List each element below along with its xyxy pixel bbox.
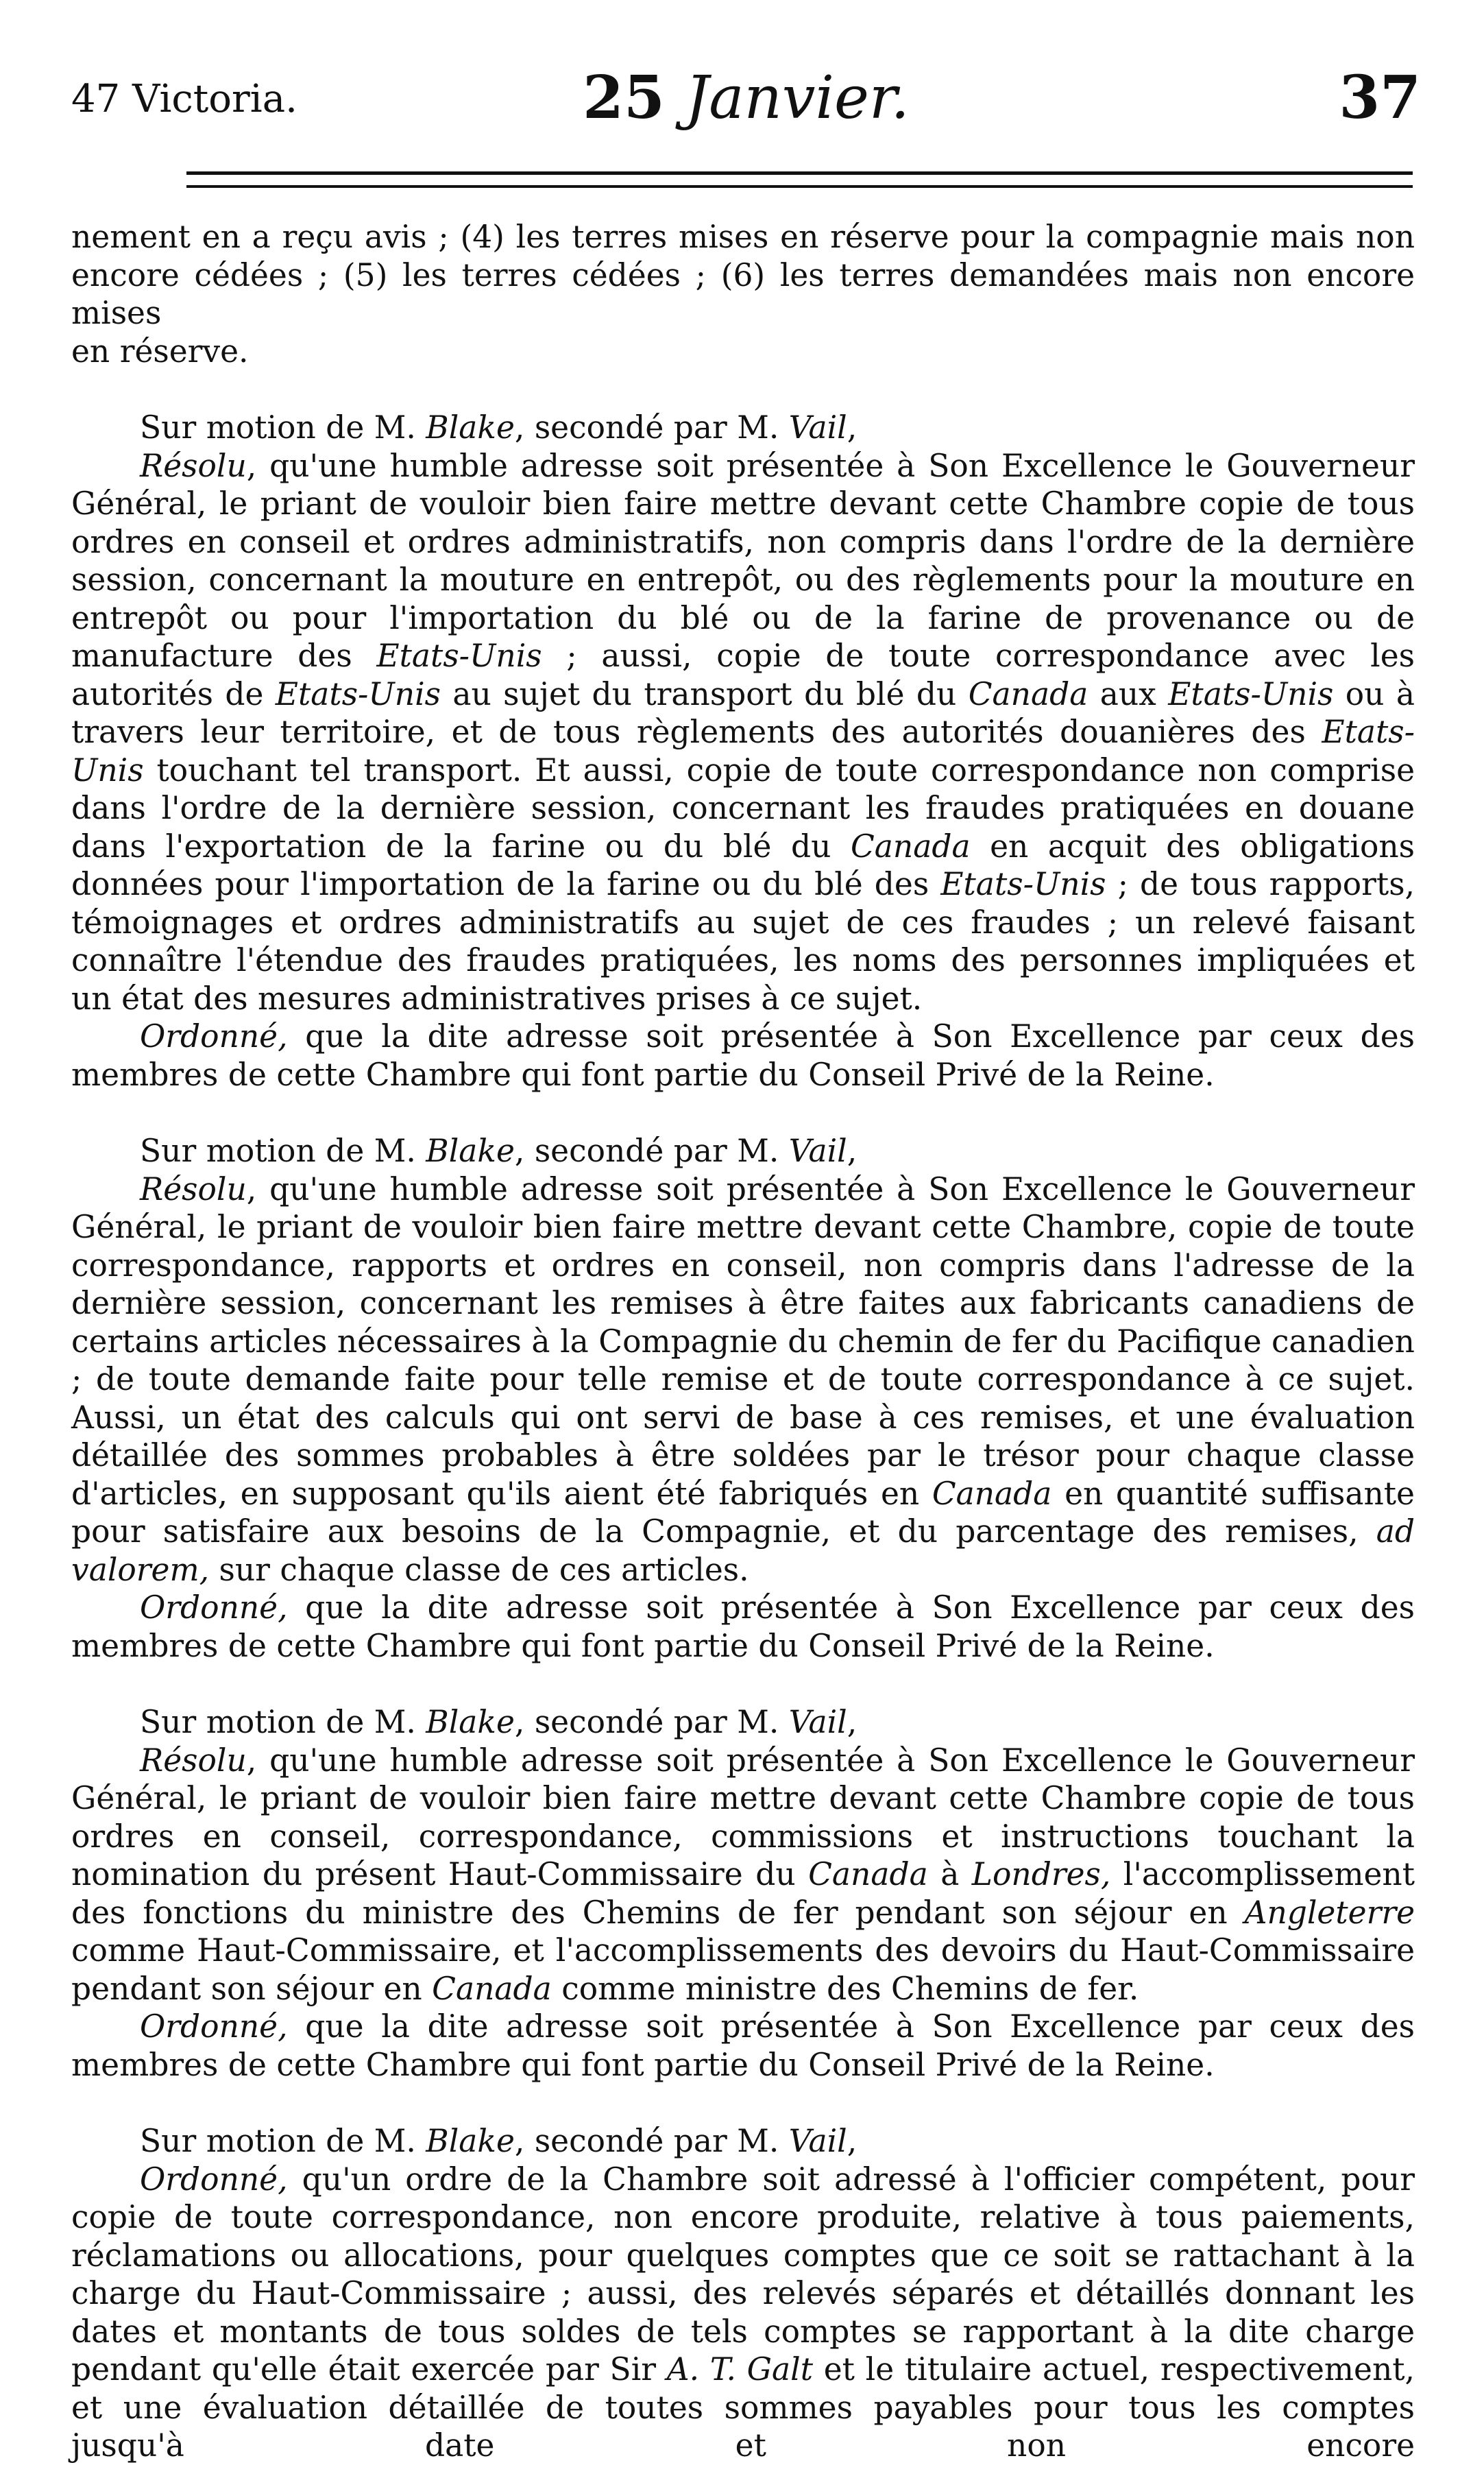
ordonne-label: Ordonné, bbox=[140, 1018, 288, 1055]
motion-intro-text: , secondé par M. bbox=[514, 409, 789, 446]
motion-intro-text: Sur motion de M. bbox=[140, 1133, 426, 1169]
resolution-text: sur chaque classe de ces articles. bbox=[209, 1551, 749, 1588]
resolution-text: en quantité suffisante pour satisfaire aux besoins de la Compagnie, et du parcentage des remises, bbox=[71, 1475, 1415, 1550]
motion-intro bbox=[71, 409, 1415, 447]
resolution-text: ou à travers leur territoire, et de tous règlements des autorités douanières des bbox=[71, 675, 1415, 750]
motion-intro-text: Sur motion de M. bbox=[140, 2123, 426, 2159]
motion-intro-text: , secondé par M. bbox=[514, 2123, 789, 2159]
seconder-name: Vail bbox=[788, 2123, 847, 2159]
order-text: et le titulaire actuel, respectivement, et une évaluation détaillée de toutes sommes payables pour tous les comptes jusqu'à date et non encore bbox=[71, 2351, 1415, 2464]
motion-intro-text: , bbox=[847, 1133, 857, 1169]
resolution-text: en acquit des obligations données pour l'importation de la farine ou du blé des bbox=[71, 828, 1415, 902]
order-paragraph bbox=[71, 2161, 1415, 2465]
order-paragraph bbox=[71, 1018, 1415, 1094]
motion-intro-text: , secondé par M. bbox=[514, 1704, 789, 1740]
place-name: Etats-Unis bbox=[275, 675, 441, 712]
date-day: 25 bbox=[583, 63, 665, 132]
place-name: Canada bbox=[932, 1475, 1052, 1512]
mover-name: Blake bbox=[426, 409, 515, 446]
motion-intro bbox=[71, 1132, 1415, 1170]
place-name: Etats-Unis bbox=[1168, 675, 1334, 712]
place-name: Canada bbox=[808, 1856, 928, 1892]
header-rule-top bbox=[186, 171, 1413, 175]
order-text: que la dite adresse soit présentée à Son Excellence par ceux des membres de cette Chambre qui font partie du Conseil Privé de la Reine. bbox=[71, 1018, 1415, 1093]
resolution-text: touchant tel transport. Et aussi, copie de toute correspondance non comprise dans l'ordre de la dernière session, concernant les fraudes pratiquées en douane dans l'exportation de la farine ou du blé du bbox=[71, 751, 1415, 865]
regnal-year: 47 Victoria. bbox=[71, 77, 297, 121]
resolution-text: au sujet du transport du blé du bbox=[440, 675, 969, 712]
date-month: Janvier. bbox=[685, 64, 910, 132]
resolution-text: l'accomplissement des fonctions du ministre des Chemins de fer pendant son séjour en bbox=[71, 1856, 1415, 1931]
place-name: Etats-Unis bbox=[940, 866, 1106, 902]
order-paragraph bbox=[71, 1589, 1415, 1665]
header-rule-bottom bbox=[186, 185, 1413, 188]
ordonne-label: Ordonné, bbox=[140, 1589, 288, 1626]
place-name: Etats-Unis bbox=[71, 714, 1415, 789]
motion-intro bbox=[71, 2122, 1415, 2161]
motion-intro-text: Sur motion de M. bbox=[140, 1704, 426, 1740]
resolution-text: comme Haut-Commissaire, et l'accomplissements des devoirs du Haut-Commissaire pendant son séjour en bbox=[71, 1932, 1415, 2007]
ordonne-label: Ordonné, bbox=[140, 2008, 288, 2045]
place-name: Canada bbox=[968, 675, 1088, 712]
seconder-name: Vail bbox=[788, 1704, 847, 1740]
resolu-label: Résolu bbox=[140, 1742, 247, 1779]
page-date bbox=[71, 63, 1421, 132]
order-text: que la dite adresse soit présentée à Son Excellence par ceux des membres de cette Chambre qui font partie du Conseil Privé de la Reine. bbox=[71, 2008, 1415, 2083]
mover-name: Blake bbox=[426, 1133, 515, 1169]
place-name: Londres, bbox=[971, 1856, 1111, 1892]
motion-intro-text: , bbox=[847, 1704, 857, 1740]
seconder-name: Vail bbox=[788, 409, 847, 446]
resolution-text: , qu'une humble adresse soit présentée à Son Excellence le Gouverneur Général, le priant de vouloir bien faire mettre devant cette Chambre copie de tous ordres en conseil, correspondance, commissions et instructions touchant la nomination du présent Haut-Commissaire du bbox=[71, 1742, 1415, 1892]
resolution-paragraph bbox=[71, 447, 1415, 1018]
resolu-label: Résolu bbox=[140, 1170, 247, 1207]
running-head bbox=[71, 63, 1421, 139]
mover-name: Blake bbox=[426, 2123, 515, 2159]
latin-term: ad valorem, bbox=[71, 1513, 1415, 1588]
text-line: en réserve. bbox=[71, 333, 249, 370]
motion-intro-text: Sur motion de M. bbox=[140, 409, 426, 446]
order-text: qu'un ordre de la Chambre soit adressé à l'officier compétent, pour copie de toute correspondance, non encore produite, relative à tous paiements, réclamations ou allocations, pour quelques comptes que ce soit se rattachant à la charge du Haut-Commissaire ; aussi, des relevés séparés et détaillés donnant les dates et montants de tous soldes de tels comptes se rapportant à la dite charge pendant qu'elle était exercée par Sir bbox=[71, 2161, 1415, 2388]
resolution-text: aux bbox=[1088, 675, 1169, 712]
resolution-text: ; aussi, copie de toute correspondance avec les autorités de bbox=[71, 638, 1415, 712]
motion-intro-text: , secondé par M. bbox=[514, 1133, 789, 1169]
page-body bbox=[71, 218, 1415, 2465]
place-name: Angleterre bbox=[1244, 1894, 1415, 1931]
order-paragraph bbox=[71, 2008, 1415, 2084]
motion-intro bbox=[71, 1703, 1415, 1742]
continuation-paragraph bbox=[71, 218, 1415, 370]
resolu-label: Résolu bbox=[140, 447, 247, 484]
resolution-text: comme ministre des Chemins de fer. bbox=[551, 1970, 1139, 2007]
text-line: encore cédées ; (5) les terres cédées ; (6) les terres demandées mais non encore mises bbox=[71, 256, 1415, 331]
resolution-text: , qu'une humble adresse soit présentée à Son Excellence le Gouverneur Général, le priant de vouloir bien faire mettre devant cette Chambre copie de tous ordres en conseil et ordres administratifs, non compris dans l'ordre de la dernière session, concernant la mouture en entrepôt, ou des règlements pour la mouture en entrepôt ou pour l'importation du blé ou de la farine de provenance ou de manufacture des bbox=[71, 447, 1415, 674]
motion-intro-text: , bbox=[847, 2123, 857, 2159]
text-line: nement en a reçu avis ; (4) les terres mises en réserve pour la compagnie mais non bbox=[71, 219, 1415, 255]
resolution-text: , qu'une humble adresse soit présentée à Son Excellence le Gouverneur Général, le priant de vouloir bien faire mettre devant cette Chambre, copie de toute correspondance, rapports et ordres en conseil, non compris dans l'adresse de la dernière session, concernant les remises à être faites aux fabricants canadiens de certains articles nécessaires à la Compagnie du chemin de fer du Pacifique canadien ; de toute demande faite pour telle remise et de toute correspondance à ce sujet. Aussi, un état des calculs qui ont servi de base à ces remises, et une évaluation détaillée des sommes probables à être soldées par le trésor pour chaque classe d'articles, en supposant qu'ils aient été fabriqués en bbox=[71, 1170, 1415, 1512]
place-name: Etats-Unis bbox=[376, 638, 542, 674]
motion-intro-text: , bbox=[847, 409, 857, 446]
order-text: que la dite adresse soit présentée à Son Excellence par ceux des membres de cette Chambre qui font partie du Conseil Privé de la Reine. bbox=[71, 1589, 1415, 1664]
page-number: 37 bbox=[1339, 63, 1421, 132]
place-name: Canada bbox=[850, 828, 971, 865]
resolution-paragraph bbox=[71, 1742, 1415, 2008]
mover-name: Blake bbox=[426, 1704, 515, 1740]
resolution-text: ; de tous rapports, témoignages et ordres administratifs au sujet de ces fraudes ; un relevé faisant connaître l'étendue des fraudes pratiquées, les noms des personnes impliquées et un état des mesures administratives prises à ce sujet. bbox=[71, 866, 1415, 1017]
person-name: A. T. Galt bbox=[666, 2351, 813, 2388]
ordonne-label: Ordonné, bbox=[140, 2161, 288, 2198]
resolution-paragraph bbox=[71, 1170, 1415, 1589]
seconder-name: Vail bbox=[788, 1133, 847, 1169]
resolution-text: à bbox=[927, 1856, 972, 1892]
place-name: Canada bbox=[432, 1970, 552, 2007]
